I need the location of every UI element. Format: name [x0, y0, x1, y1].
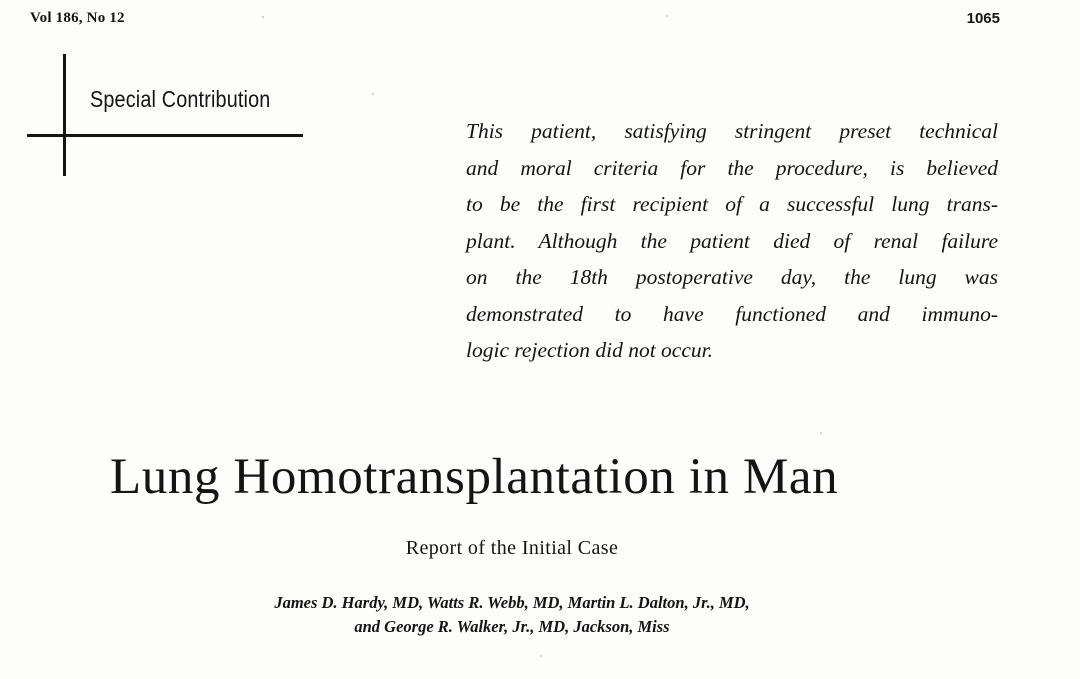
print-speck	[540, 655, 542, 657]
abstract-line: on the 18th postoperative day, the lung was	[466, 265, 998, 289]
print-speck	[372, 93, 374, 95]
abstract-line: demonstrated to have functioned and immuno-	[466, 301, 998, 326]
abstract-line: This patient, satisfying stringent preset technical	[466, 119, 998, 143]
author-list	[0, 591, 1024, 639]
abstract-line: plant. Although the patient died of renal failure	[466, 228, 998, 253]
abstract-line: logic rejection did not occur.	[466, 338, 713, 362]
print-speck	[666, 15, 668, 17]
section-rule-vertical	[63, 54, 66, 176]
abstract-line: and moral criteria for the procedure, is believed	[466, 155, 998, 180]
section-rule-horizontal	[27, 134, 303, 137]
article-title: Lung Homotransplantation in Man	[110, 449, 839, 505]
authors-line: James D. Hardy, MD, Watts R. Webb, MD, Martin L. Dalton, Jr., MD,	[274, 593, 750, 612]
print-speck	[820, 432, 822, 434]
volume-issue: Vol 186, No 12	[30, 10, 125, 26]
abstract-line: to be the first recipient of a successful lung trans-	[466, 192, 998, 216]
abstract	[466, 113, 998, 369]
section-label: Special Contribution	[90, 86, 271, 112]
print-speck	[262, 16, 264, 18]
article-subtitle: Report of the Initial Case	[405, 537, 619, 559]
page-number: 1065	[966, 10, 1000, 27]
authors-line: and George R. Walker, Jr., MD, Jackson, Miss	[354, 617, 670, 636]
